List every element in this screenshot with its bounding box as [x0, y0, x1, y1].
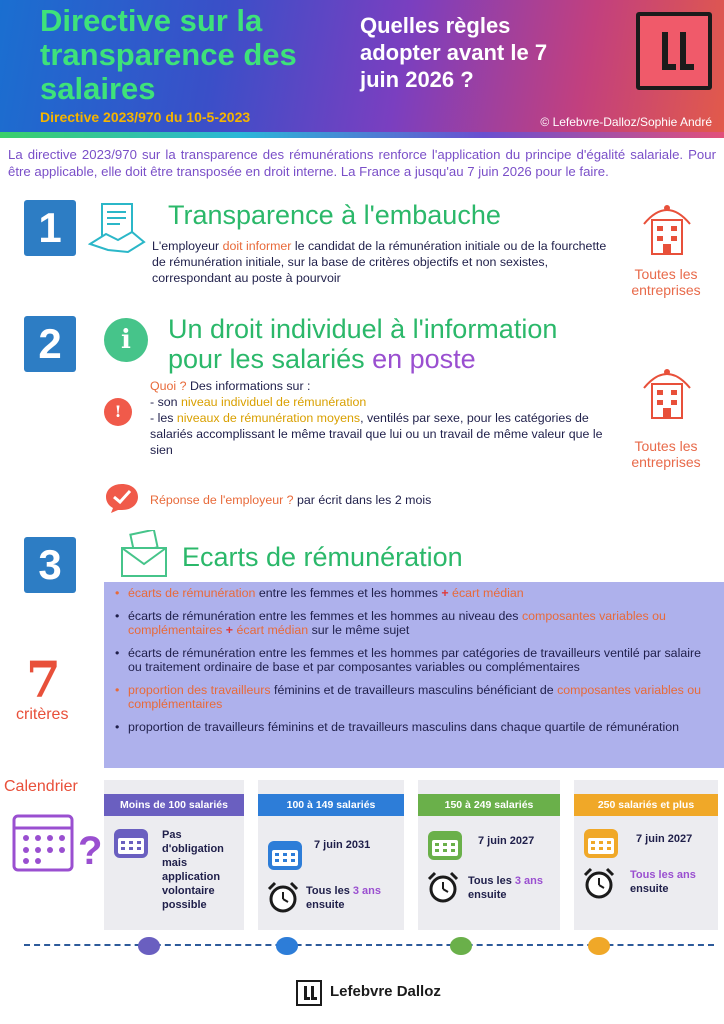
footer-brand: Lefebvre Dalloz	[330, 983, 441, 1000]
intro-paragraph: La directive 2023/970 sur la transparence des rémunérations renforce l'application du principe d'égalité salariale. Pour être applicable, elle doit être transposée en droit interne. La France a jusqu'au 7 juin 2026 pour le faire.	[8, 147, 716, 179]
envelope-money-icon	[118, 530, 170, 578]
card-1-head: Moins de 100 salariés	[104, 794, 244, 816]
card-2-date: 7 juin 2031	[314, 839, 371, 851]
card-3-date: 7 juin 2027	[478, 835, 535, 847]
card-4-date: 7 juin 2027	[636, 833, 693, 845]
criteria-count: 7	[26, 650, 61, 709]
card-2-frequency: Tous les 3 ans ensuite	[306, 885, 382, 911]
building-icon	[640, 200, 694, 256]
section-1-text: L'employeur doit informer le candidat de la rémunération initiale ou de la fourchette de rémunération initiale, sur la base de critères objectifs et non sexistes, correspondant au poste à pourvoir	[152, 239, 607, 285]
criterion-3: • écarts de rémunération entre les femmes et les hommes par catégories de travailleurs ventilé par salaire ou traitement ordinaire de base et par composantes variables ou complémentaires	[112, 646, 708, 674]
card-3-head: 150 à 249 salariés	[418, 794, 560, 816]
section-3-heading: Ecarts de rémunération	[182, 542, 463, 572]
section-2-heading-line1: Un droit individuel à l'information	[168, 314, 558, 344]
calendar-card-1	[104, 780, 244, 930]
timeline-dot-4	[588, 937, 610, 955]
section-2-heading-line2: pour les salariés en poste	[168, 344, 476, 374]
alarm-clock-icon	[266, 880, 300, 914]
alarm-clock-icon	[582, 866, 616, 900]
calendar-icon	[266, 838, 304, 872]
chat-check-icon	[104, 482, 140, 514]
info-icon: i	[104, 318, 148, 362]
calendar-icon	[582, 826, 620, 860]
card-2-head: 100 à 149 salariés	[258, 794, 404, 816]
card-1-text: Pas d'obligation mais application volontaire possible	[162, 829, 224, 911]
criteria-list	[112, 586, 708, 743]
footer-logo-icon	[296, 980, 322, 1006]
calendar-title: Calendrier	[4, 778, 78, 795]
criterion-5: • proportion de travailleurs féminins et de travailleurs masculins dans chaque quartile de rémunération	[112, 720, 708, 734]
section-1-heading: Transparence à l'embauche	[168, 200, 501, 230]
contract-handshake-icon	[88, 200, 146, 254]
page-subtitle: Directive 2023/970 du 10-5-2023	[40, 109, 251, 125]
alarm-clock-icon	[426, 870, 460, 904]
section-1-number: 1	[24, 200, 76, 256]
card-4-head: 250 salariés et plus	[574, 794, 718, 816]
header-stripe	[0, 132, 724, 138]
section-3-number: 3	[24, 537, 76, 593]
timeline	[24, 944, 714, 946]
svg-text:?: ?	[78, 829, 103, 873]
calendar-card-2	[258, 780, 404, 930]
page-title: Directive sur la transparence des salaires	[40, 3, 297, 106]
criterion-2: • écarts de rémunération entre les femmes et les hommes au niveau des composantes variables ou complémentaires + écart médian sur le même sujet	[112, 609, 708, 637]
section-2-number: 2	[24, 316, 76, 372]
timeline-dot-2	[276, 937, 298, 955]
alert-icon: !	[104, 398, 132, 426]
criterion-4: • proportion des travailleurs féminins et de travailleurs masculins bénéficiant de composantes variables ou complémentaires	[112, 683, 708, 711]
copyright: © Lefebvre-Dalloz/Sophie André	[540, 115, 712, 129]
timeline-dot-1	[138, 937, 160, 955]
card-4-frequency: Tous les ans ensuite	[630, 869, 696, 895]
section-1-scope: Toutes les entreprises	[631, 266, 701, 298]
calendar-icon	[112, 826, 150, 860]
section-2-reponse: Réponse de l'employeur ? par écrit dans les 2 mois	[150, 493, 432, 507]
timeline-dot-3	[450, 937, 472, 955]
card-3-frequency: Tous les 3 ans ensuite	[468, 875, 544, 901]
calendar-question-icon	[10, 810, 106, 874]
calendar-card-4	[574, 780, 718, 930]
section-2-scope: Toutes les entreprises	[631, 438, 701, 470]
brand-logo-icon	[636, 12, 712, 90]
building-icon-2	[640, 364, 694, 420]
criteria-label: critères	[16, 706, 69, 723]
section-2-details: Quoi ? Des informations sur : - son niveau individuel de rémunération - les niveaux de rémunération moyens, ventilés par sexe, pour les catégories de salariés accomplissant le même travail que lui ou un travail de même valeur que le sien	[150, 379, 603, 457]
calendar-card-3	[418, 780, 560, 930]
criterion-1: • écarts de rémunération entre les femmes et les hommes + écart médian	[112, 586, 708, 600]
calendar-icon	[426, 828, 464, 862]
header-question: Quelles règles adopter avant le 7 juin 2026 ?	[360, 13, 548, 92]
